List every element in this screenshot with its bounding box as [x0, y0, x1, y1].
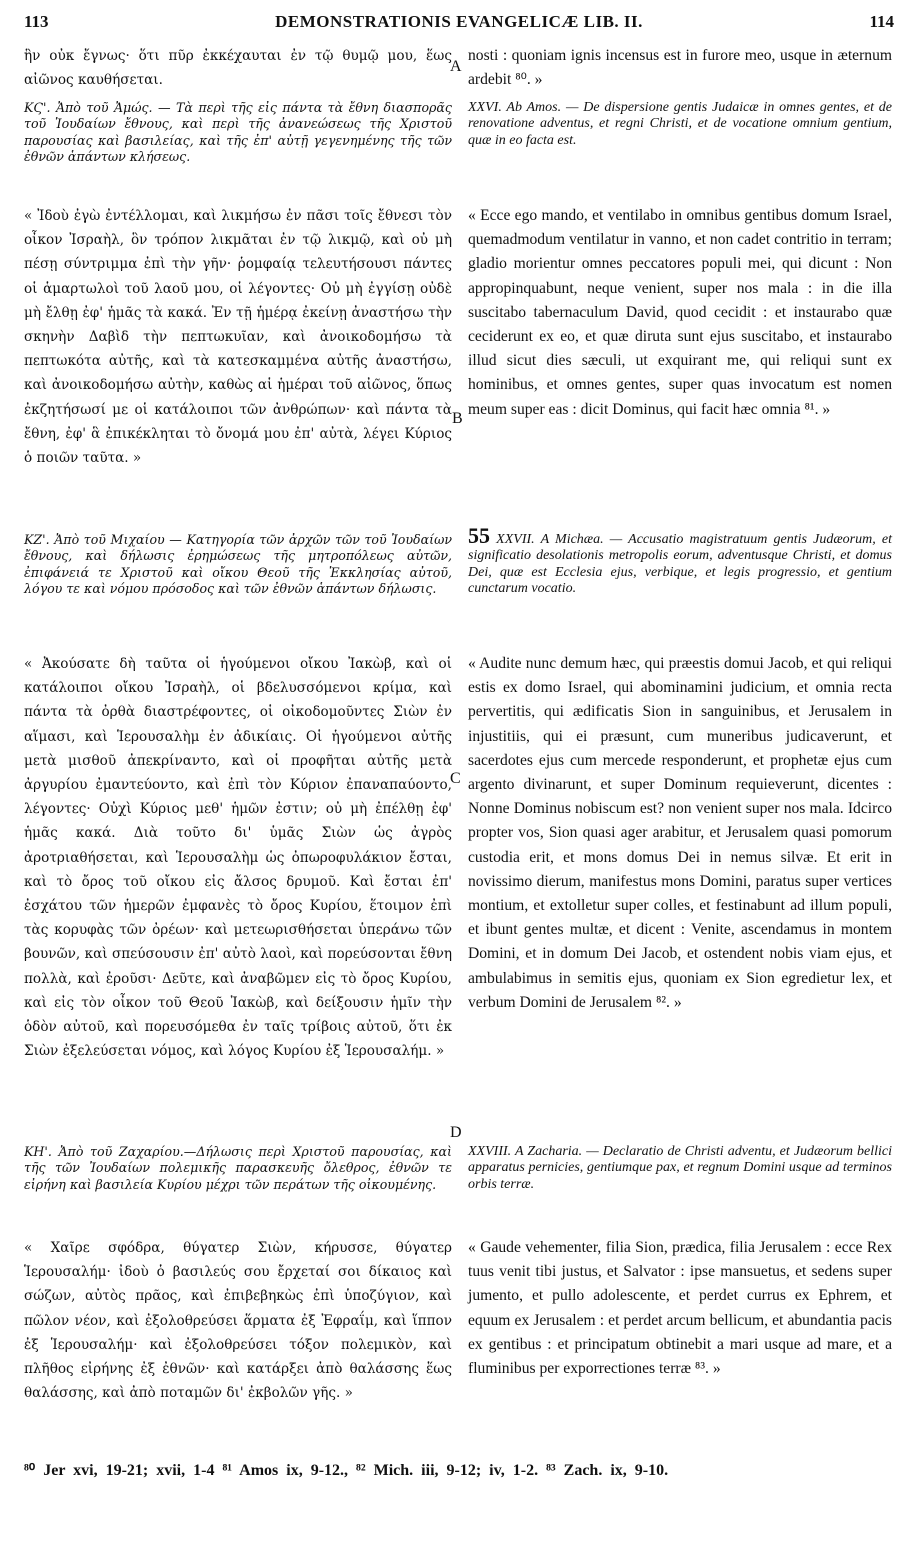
latin-section-26-heading: XXVI. Ab Amos. — De dispersione gentis Judaicæ in omnes gentes, et de renovatione adventus, et regni Christi, et de vocatione omnium gentium, quæ in eo facta est.: [468, 100, 892, 148]
page-header: [24, 8, 894, 34]
greek-intro: ἣν οὐκ ἔγνως· ὅτι πῦρ ἐκκέχαυται ἐν τῷ θυμῷ μου, ἕως αἰῶνος καυθήσεται.: [24, 48, 452, 89]
column-number: 55: [468, 523, 490, 548]
running-title: DEMONSTRATIONIS EVANGELICÆ LIB. II.: [275, 12, 643, 31]
latin-section-27-heading-text: XXVII. A Michæa. — Accusatio magistratuum gentis Judæorum, et significatio desolationis metropolis eorum, adventusque Christi, et domus Dei, quæ est Ecclesia ejus, verbique, et legis progressio, et gentium cunctarum vocatio.: [468, 532, 892, 596]
greek-section-27-heading: ΚΖ'. Ἀπὸ τοῦ Μιχαίου — Κατηγορία τῶν ἀρχῶν τῶν τοῦ Ἰουδαίων ἔθνους, καὶ δήλωσις ἐρημώσεως τῆς μητροπόλεως αὐτῶν, ἐπιφάνειά τε Χριστοῦ καὶ οἴκου Θεοῦ τῆς Ἐκκλησίας αὐτοῦ, λόγου τε καὶ νόμου πρόσοδος καὶ τῶν ἐθνῶν ἁπάντων δήλωσις.: [24, 532, 452, 596]
margin-marker-d: D: [450, 1124, 462, 1141]
greek-section-26-text: « Ἰδοὺ ἐγὼ ἐντέλλομαι, καὶ λικμήσω ἐν πᾶσι τοῖς ἔθνεσι τὸν οἶκον Ἰσραὴλ, ὃν τρόπον λικμᾶται ἐν τῷ λικμῷ, καὶ οὐ μὴ πέσῃ σύντριμμα ἐπὶ τὴν γῆν· ῥομφαίᾳ τελευτήσουσι πάντες οἱ ἁμαρτωλοὶ τοῦ λαοῦ μου, οἱ λέγοντες· Οὐ μὴ ἐγγίσῃ οὐδὲ μὴ ἔλθῃ ἐφ' ἡμᾶς τὰ κακά. Ἐν τῇ ἡμέρᾳ ἐκείνῃ ἀναστήσω τὴν σκηνὴν Δαβὶδ τὴν πεπτωκυῖαν, καὶ ἀνοικοδομήσω τὰ πεπτωκότα αὐτῆς, καὶ τὰ κατεσκαμμένα αὐτῆς ἀναστήσω, καὶ ἀνοικοδομήσω αὐτὴν, καθὼς αἱ ἡμέραι τοῦ αἰῶνος, ὅπως ἐκζητήσωσί με οἱ κατάλοιποι τῶν ἀνθρώπων· καὶ πάντα τὰ ἔθνη, ἐφ' ἃ ἐπικέκληται τὸ ὄνομά μου ἐπ' αὐτὰ, λέγει Κύριος ὁ ποιῶν ταῦτα. »: [24, 208, 452, 467]
greek-section-27-text: « Ἀκούσατε δὴ ταῦτα οἱ ἡγούμενοι οἴκου Ἰακὼβ, καὶ οἱ κατάλοιποι οἴκου Ἰσραὴλ, οἱ βδελυσσόμενοι κρίμα, καὶ πάντα τὰ ὀρθὰ διαστρέφοντες, οἱ οἰκοδομοῦντες Σιὼν ἐν αἵμασι, καὶ Ἱερουσαλὴμ ἐν ἀδικίαις. Οἱ ἡγούμενοι αὐτῆς μετὰ μισθοῦ ἀπεκρίναντο, καὶ οἱ προφῆται αὐτῆς μετὰ ἀργυρίου ἐμαντεύοντο, καὶ ἐπὶ τὸν Κύριον ἐπαναπαύοντο, λέγοντες· Οὐχὶ Κύριος μεθ' ἡμῶν ἐστιν; οὐ μὴ ἐπέλθῃ ἐφ' ἡμᾶς κακά. Διὰ τοῦτο δι' ὑμᾶς Σιὼν ὡς ἀγρὸς ἀροτριαθήσεται, καὶ Ἱερουσαλὴμ ὡς ὀπωροφυλάκιον ἔσται, καὶ τὸ ὄρος τοῦ οἴκου εἰς ἄλσος δρυμοῦ. Καὶ ἔσται ἐπ' ἐσχάτου τῶν ἡμερῶν ἐμφανὲς τὸ ὄρος Κυρίου, ἕτοιμον ἐπὶ τὰς κορυφὰς τῶν ὀρέων· καὶ μετεωρισθήσεται ὑπεράνω τῶν βουνῶν, καὶ σπεύσουσιν ἐπ' αὐτὸ λαοὶ, καὶ πορεύσονται ἔθνη πολλὰ, καὶ ἐροῦσι· Δεῦτε, καὶ ἀναβῶμεν εἰς τὸ ὄρος Κυρίου, καὶ εἰς τὸν οἶκον τοῦ Θεοῦ Ἰακὼβ, καὶ δείξουσιν ἡμῖν τὴν ὁδὸν αὐτοῦ, καὶ πορευσόμεθα ἐν ταῖς τρίβοις αὐτοῦ, ὅτι ἐκ Σιὼν ἐξελεύσεται νόμος, καὶ λόγος Κυρίου ἐξ Ἱερουσαλήμ. »: [24, 656, 452, 1060]
margin-marker-c: C: [450, 770, 461, 787]
latin-intro: nosti : quoniam ignis incensus est in furore meo, usque in æternum ardebit ⁸⁰. »: [468, 47, 892, 89]
latin-section-28-text: « Gaude vehementer, filia Sion, prædica, filia Jerusalem : ecce Rex tuus venit tibi justus, et Salvator : ipse mansuetus, et sedens super jumento, et pullo adolescente, et perdet currus ex Ephrem, et equum ex Jerusalem : et perdet arcum bellicum, et abundantia pacis ex gentibus : et principatum obtinebit a mari usque ad mare, et a fluminibus per exporrectiones terræ ⁸³. »: [468, 1239, 892, 1378]
greek-section-28-heading: ΚΗ'. Ἀπὸ τοῦ Ζαχαρίου.—Δήλωσις περὶ Χριστοῦ παρουσίας, καὶ τῆς τῶν Ἰουδαίων πολεμικῆς παρασκευῆς ὄλεθρος, ἐθνῶν τε εἰρήνη καὶ βασιλεία Κυρίου μέχρι τῶν περάτων τῆς οἰκουμένης.: [24, 1144, 452, 1192]
latin-section-27-heading: [468, 523, 892, 597]
latin-section-26-text: « Ecce ego mando, et ventilabo in omnibus gentibus domum Israel, quemadmodum ventilatur in vanno, et non cadet contritio in terram; gladio morientur omnes peccatores populi mei, qui dicunt : Non appropinquabunt, neque venient, super nos mala : in die illa suscitabo tabernaculum David, quod cecidit : et instaurabo quæ ceciderunt ex eo, et quæ diruta sunt ejus suscitabo, et instaurabo illud sicut dies sæculi, ut exquirant me, qui reliqui sunt ex hominibus, et omnes gentes, super quas invocatum est nomen meum super eas : dicit Dominus, qui facit hæc omnia ⁸¹. »: [468, 207, 892, 418]
margin-marker-a: A: [450, 58, 462, 75]
greek-section-28-text: « Χαῖρε σφόδρα, θύγατερ Σιὼν, κήρυσσε, θύγατερ Ἱερουσαλήμ· ἰδοὺ ὁ βασιλεύς σου ἔρχεταί σοι δίκαιος καὶ σώζων, αὐτὸς πρᾶος, καὶ ἐπιβεβηκὼς ἐπὶ ὑποζύγιον, καὶ πῶλον νέον, καὶ ἐξολοθρεύσει ἅρματα ἐξ Ἐφραΐμ, καὶ ἵππον ἐξ Ἱερουσαλήμ· καὶ ἐξολοθρεύσει τόξον πολεμικὸν, καὶ πλῆθος εἰρήνης ἐξ ἐθνῶν· καὶ κατάρξει ἀπὸ θαλάσσης ἕως θαλάσσης, καὶ ἀπὸ ποταμῶν δι' ἐκβολῶν γῆς. »: [24, 1240, 452, 1402]
latin-section-27-text: « Audite nunc demum hæc, qui præestis domui Jacob, et qui reliqui estis ex domo Israel, qui abominamini judicium, et omnia recta pervertitis, qui ædificatis Sion in sanguinibus, et Jerusalem in injustitiis, qui ei præsunt, cum muneribus judicaverunt, et sacerdotes ejus cum mercede responderunt, et prophetæ ejus cum argento divinarunt, et super Dominum requieverunt, dicentes : Nonne Dominus nobiscum est? non venient super nos mala. Idcirco propter vos, Sion quasi ager arabitur, et Jerusalem quasi pomorum custodia erit, et mons domus Dei in nemus silvæ. Et erit in novissimo dierum, manifestus mons Domini, paratus super vertices montium, et extolletur super colles, et festinabunt ad illum populi, et ibunt gentes multæ, et dicent : Venite, ascendamus in montem Domini, et in domum Dei Jacob, et ostendent nobis viam ejus, et ambulabimus in semitis ejus, quoniam ex Sion egredietur lex, et verbum Domini de Jerusalem ⁸². »: [468, 655, 892, 1011]
margin-marker-b: B: [452, 410, 463, 427]
latin-section-28-heading: XXVIII. A Zacharia. — Declaratio de Christi adventu, et Judæorum bellici apparatus pernicies, gentiumque pax, et regnum Domini usque ad terminos orbis terræ.: [468, 1144, 892, 1192]
page-number-right: 114: [869, 12, 894, 31]
greek-section-26-heading: ΚϚ'. Ἀπὸ τοῦ Ἀμώς. — Τὰ περὶ τῆς εἰς πάντα τὰ ἔθνη διασπορᾶς τοῦ Ἰουδαίων ἔθνους, καὶ περὶ τῆς ἀνανεώσεως τῆς Χριστοῦ παρουσίας καὶ βασιλείας, καὶ τῆς ἐπ' αὐτῇ γεγενημένης τῆς τῶν ἐθνῶν ἁπάντων κλήσεως.: [24, 100, 452, 164]
footnotes: ⁸⁰ Jer xvi, 19-21; xvii, 1-4 ⁸¹ Amos ix, 9-12., ⁸² Mich. iii, 9-12; iv, 1-2. ⁸³ Zach. ix, 9-10.: [24, 1462, 669, 1479]
page-number-left: 113: [24, 12, 49, 31]
